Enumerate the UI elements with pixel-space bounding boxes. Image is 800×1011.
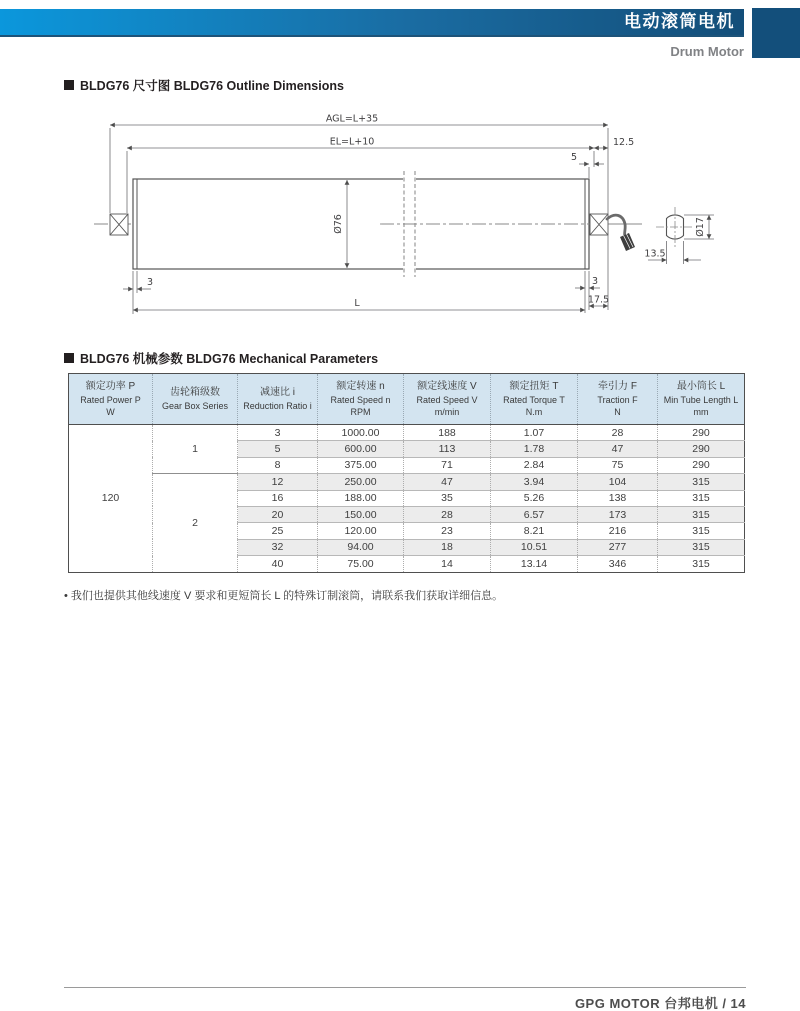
traction-cell: 28 <box>578 425 658 441</box>
torque-cell: 3.94 <box>491 474 578 490</box>
torque-cell: 13.14 <box>491 556 578 572</box>
dim-tube-diameter-label: Ø76 <box>333 214 344 234</box>
min-length-cell: 315 <box>658 474 745 490</box>
col-header-traction: 牵引力 F Traction F N <box>578 374 658 425</box>
page-title: 电动滚筒电机 <box>624 12 735 31</box>
table-row <box>69 474 745 490</box>
dim-left-cap-label: 3 <box>146 277 154 288</box>
speed-cell: 94.00 <box>318 539 404 555</box>
line-speed-cell: 23 <box>404 523 491 539</box>
traction-cell: 216 <box>578 523 658 539</box>
dim-right-offset-label: 12.5 <box>613 137 635 148</box>
header-divider <box>0 35 744 37</box>
line-speed-cell: 113 <box>404 441 491 457</box>
min-length-cell: 315 <box>658 490 745 506</box>
ratio-cell: 32 <box>238 539 318 555</box>
mechanical-parameters-table <box>68 373 745 573</box>
min-length-cell: 290 <box>658 457 745 473</box>
outline-section-title <box>64 76 344 94</box>
torque-cell: 1.78 <box>491 441 578 457</box>
min-length-cell: 315 <box>658 523 745 539</box>
section-marker-icon <box>64 80 74 90</box>
line-speed-cell: 14 <box>404 556 491 572</box>
power-cable <box>607 215 635 251</box>
speed-cell: 600.00 <box>318 441 404 457</box>
series-2-cell: 2 <box>153 474 238 572</box>
footer-brand-page-number: GPG MOTOR 台邦电机 / 14 <box>574 996 746 1011</box>
dim-shaft-extension-label: 17.5 <box>587 294 610 306</box>
min-length-cell: 315 <box>658 506 745 522</box>
col-header-rated-torque: 额定扭矩 T Rated Torque T N.m <box>491 374 578 425</box>
table-row <box>69 425 745 441</box>
page-header-bar <box>0 9 744 35</box>
dim-agl-label: AGL=L+35 <box>325 113 379 125</box>
col-header-reduction-ratio: 减速比 i Reduction Ratio i <box>238 374 318 425</box>
traction-cell: 138 <box>578 490 658 506</box>
speed-cell: 188.00 <box>318 490 404 506</box>
torque-cell: 10.51 <box>491 539 578 555</box>
line-speed-cell: 28 <box>404 506 491 522</box>
speed-cell: 120.00 <box>318 523 404 539</box>
line-speed-cell: 71 <box>404 457 491 473</box>
traction-cell: 173 <box>578 506 658 522</box>
torque-cell: 1.07 <box>491 425 578 441</box>
ratio-cell: 16 <box>238 490 318 506</box>
speed-cell: 250.00 <box>318 474 404 490</box>
left-shaft <box>110 214 128 235</box>
ratio-cell: 5 <box>238 441 318 457</box>
dim-tube-length-label: L <box>354 298 360 309</box>
torque-cell: 8.21 <box>491 523 578 539</box>
traction-cell: 346 <box>578 556 658 572</box>
ratio-cell: 8 <box>238 457 318 473</box>
dim-el-label: EL=L+10 <box>329 136 375 148</box>
section-marker-icon <box>64 353 74 363</box>
dim-shaft-diameter-label: Ø17 <box>695 217 706 237</box>
speed-cell: 1000.00 <box>318 425 404 441</box>
col-header-rated-speed: 额定转速 n Rated Speed n RPM <box>318 374 404 425</box>
min-length-cell: 315 <box>658 556 745 572</box>
ratio-cell: 12 <box>238 474 318 490</box>
torque-cell: 5.26 <box>491 490 578 506</box>
min-length-cell: 315 <box>658 539 745 555</box>
torque-cell: 2.84 <box>491 457 578 473</box>
traction-cell: 75 <box>578 457 658 473</box>
ratio-cell: 40 <box>238 556 318 572</box>
custom-order-note: • 我们也提供其他线速度 V 要求和更短筒长 L 的特殊订制滚筒，请联系我们获取详细信息。 <box>64 590 504 602</box>
ratio-cell: 25 <box>238 523 318 539</box>
header-corner-block <box>752 8 800 58</box>
line-speed-cell: 35 <box>404 490 491 506</box>
line-speed-cell: 188 <box>404 425 491 441</box>
col-header-rated-power: 额定功率 P Rated Power P W <box>69 374 153 425</box>
speed-cell: 375.00 <box>318 457 404 473</box>
params-section-title <box>64 349 378 367</box>
traction-cell: 47 <box>578 441 658 457</box>
right-shaft <box>590 214 608 235</box>
col-header-gearbox-series: 齿轮箱级数 Gear Box Series <box>153 374 238 425</box>
dim-shaft-flats-label: 13.5 <box>644 248 666 260</box>
outline-drawing <box>0 100 800 350</box>
page-subtitle: Drum Motor <box>670 44 744 59</box>
dim-right-cap-label: 3 <box>591 276 599 287</box>
min-length-cell: 290 <box>658 425 745 441</box>
line-speed-cell: 47 <box>404 474 491 490</box>
col-header-line-speed: 额定线速度 V Rated Speed V m/min <box>404 374 491 425</box>
traction-cell: 277 <box>578 539 658 555</box>
min-length-cell: 290 <box>658 441 745 457</box>
speed-cell: 75.00 <box>318 556 404 572</box>
dim-el-offset-label: 5 <box>570 152 578 163</box>
ratio-cell: 3 <box>238 425 318 441</box>
params-section-title-text: BLDG76 机械参数 BLDG76 Mechanical Parameters <box>80 352 379 366</box>
ratio-cell: 20 <box>238 506 318 522</box>
footer-divider <box>64 987 746 988</box>
shaft-cross-section <box>656 207 694 247</box>
col-header-min-tube-length: 最小筒长 L Min Tube Length L mm <box>658 374 745 425</box>
series-1-cell: 1 <box>153 425 238 474</box>
traction-cell: 104 <box>578 474 658 490</box>
rated-power-cell: 120 <box>69 425 153 573</box>
line-speed-cell: 18 <box>404 539 491 555</box>
torque-cell: 6.57 <box>491 506 578 522</box>
outline-section-title-text: BLDG76 尺寸图 BLDG76 Outline Dimensions <box>80 79 344 93</box>
table-header-row <box>69 374 745 425</box>
speed-cell: 150.00 <box>318 506 404 522</box>
